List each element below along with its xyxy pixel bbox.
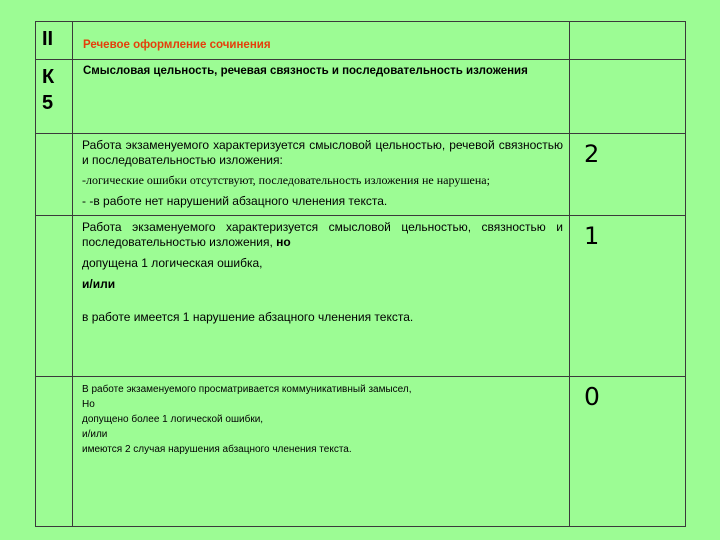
section-code: II xyxy=(42,28,54,50)
level-1-line-3 xyxy=(82,277,563,292)
level-0-empty-cell xyxy=(36,377,73,527)
level-1-line-1-text: Работа экзаменуемого характеризуется смысловой цельностью, связностью и последовательностью изложения, xyxy=(82,220,563,249)
rubric-table xyxy=(35,21,686,527)
level-1-line-4: в работе имеется 1 нарушение абзацного членения текста. xyxy=(82,310,414,324)
criterion-score-cell xyxy=(570,60,686,134)
section-title: Речевое оформление сочинения xyxy=(83,39,271,51)
section-title-cell xyxy=(73,22,570,60)
level-1-score: 1 xyxy=(584,222,600,250)
level-1-description-cell xyxy=(73,216,570,377)
section-score-cell xyxy=(570,22,686,60)
level-2-description-cell xyxy=(73,134,570,216)
section-code-cell xyxy=(36,22,73,60)
level-1-empty-cell xyxy=(36,216,73,377)
level-2-empty-cell xyxy=(36,134,73,216)
level-0-description-cell xyxy=(73,377,570,527)
level-row-2 xyxy=(36,134,686,216)
level-0-score: 0 xyxy=(584,382,600,411)
level-1-line-3-bold: и/или xyxy=(82,277,116,291)
level-0-line-2: Но xyxy=(82,399,95,410)
level-1-spacer xyxy=(82,292,563,310)
level-2-line-1: Работа экзаменуемого характеризуется смысловой цельностью, речевой связностью и последовательностью изложения: xyxy=(82,138,563,167)
section-row xyxy=(36,22,686,60)
level-row-1 xyxy=(36,216,686,377)
level-0-description xyxy=(73,377,569,457)
criterion-title-cell xyxy=(73,60,570,134)
level-1-line-1 xyxy=(82,220,563,250)
level-1-score-cell xyxy=(570,216,686,377)
level-2-description xyxy=(73,134,569,209)
level-0-line-5: имеются 2 случая нарушения абзацного членения текста. xyxy=(82,444,352,455)
criterion-code-number: 5 xyxy=(42,92,54,114)
level-0-score-cell xyxy=(570,377,686,527)
criterion-row xyxy=(36,60,686,134)
level-row-0 xyxy=(36,377,686,527)
criterion-code-cell xyxy=(36,60,73,134)
level-2-line-3: - -в работе нет нарушений абзацного членения текста. xyxy=(82,194,388,208)
criterion-title: Смысловая цельность, речевая связность и последовательность изложения xyxy=(83,65,528,77)
level-0-line-3: допущено более 1 логической ошибки, xyxy=(82,414,264,425)
level-1-description xyxy=(73,216,569,325)
level-2-line-2: -логические ошибки отсутствуют, последовательность изложения не нарушена; xyxy=(82,173,490,187)
level-1-line-1-bold: но xyxy=(276,235,291,249)
level-1-line-2: допущена 1 логическая ошибка, xyxy=(82,256,263,270)
criterion-code-letter: К xyxy=(42,66,55,88)
level-2-score: 2 xyxy=(584,140,600,168)
criterion-code xyxy=(36,60,72,116)
level-0-line-4: и/или xyxy=(82,429,108,440)
level-0-line-1: В работе экзаменуемого просматривается коммуникативный замысел, xyxy=(82,384,412,395)
level-2-score-cell xyxy=(570,134,686,216)
